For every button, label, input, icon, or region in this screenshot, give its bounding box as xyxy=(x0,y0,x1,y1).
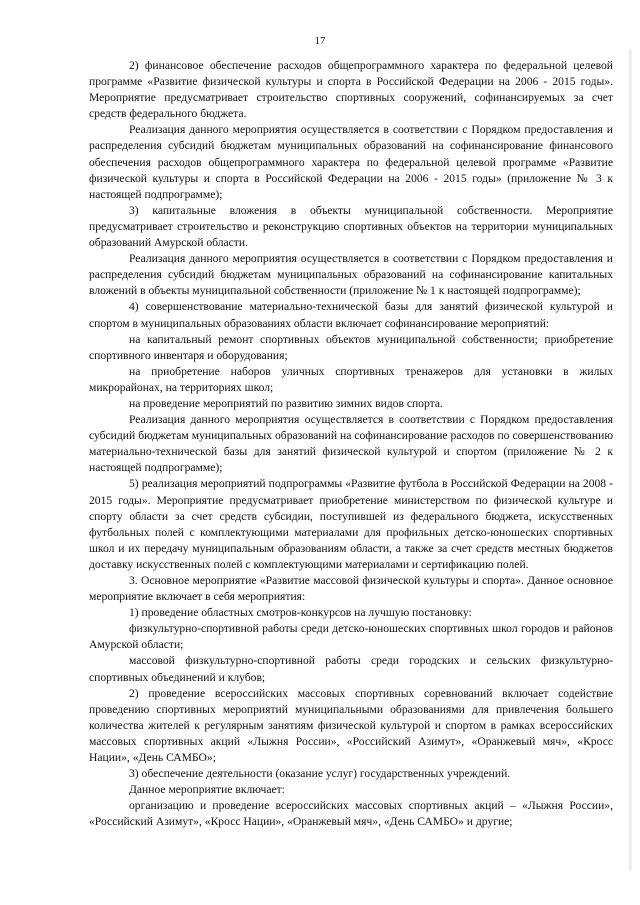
paragraph: организацию и проведение всероссийских массовых спортивных акций – «Лыжня России», «Российский Азимут», «Кросс Нации», «Оранжевый мяч», «День САМБО» и другие; xyxy=(89,799,613,829)
paragraph: Данное мероприятие включает: xyxy=(129,783,285,797)
paragraph: 5) реализация мероприятий подпрограммы «Развитие футбола в Российской Федерации на 2008 - 2015 годы». Мероприятие предусматривает приобретение министерством по физической культуре и спорту области за счет средств субсидии, поступившей из федерального бюджета, искусственных футбольных полей с комплектующими материалами для профильных детско-юношеских спортивных школ и их передачу муниципальным образованиям области, а также за счет средств местных бюджетов доставку искусственных полей с комплектующими материалами и сертификацию полей. xyxy=(89,477,613,571)
paragraph: Реализация данного мероприятия осуществляется в соответствии с Порядком предоставления и распределения субсидий бюджетам муниципальных образований на софинансирование финансового обеспечения расходов общепрограммного характера по федеральной целевой программе «Развитие физической культуры и спорта в Российской Федерации на 2006 - 2015 годы» (приложение № 3 к настоящей подпрограмме); xyxy=(89,123,613,201)
paragraph: 1) проведение областных смотров-конкурсов на лучшую постановку: xyxy=(129,606,472,620)
scan-edge-shadow xyxy=(629,50,632,870)
paragraph: на приобретение наборов уличных спортивных тренажеров для установки в жилых микрорайонах, на территориях школ; xyxy=(89,364,613,394)
paragraph: 4) совершенствование материально-технической базы для занятий физической культурой и спортом в муниципальных образованиях области включает софинансирование мероприятий: xyxy=(89,300,613,330)
paragraph: 2) финансовое обеспечение расходов общепрограммного характера по федеральной целевой программе «Развитие физической культуры и спорта в Российской Федерации на 2006 - 2015 годы». Мероприятие предусматривает строительство спортивных сооружений, софинансируемых за счет средств федерального бюджета. xyxy=(89,59,613,121)
page-number: 17 xyxy=(314,35,326,47)
paragraph: массовой физкультурно-спортивной работы среди городских и сельских физкультурно-спортивных объединений и клубов; xyxy=(89,654,613,684)
document-body xyxy=(89,58,613,831)
paragraph: 3. Основное мероприятие «Развитие массовой физической культуры и спорта». Данное основное мероприятие включает в себя мероприятия: xyxy=(89,574,613,604)
paragraph: на проведение мероприятий по развитию зимних видов спорта. xyxy=(129,396,443,410)
paragraph: 3) капитальные вложения в объекты муниципальной собственности. Мероприятие предусматривает строительство и реконструкцию спортивных объектов на территории муниципальных образований Амурской области. xyxy=(89,203,613,250)
paragraph: физкультурно-спортивной работы среди детско-юношеских спортивных школ городов и районов Амурской области; xyxy=(89,622,613,652)
paragraph: Реализация данного мероприятия осуществляется в соответствии с Порядком предоставления субсидий бюджетам муниципальных образований на софинансирование расходов по совершенствованию материально-технической базы для занятий физической культурой и спортом (приложение № 2 к настоящей подпрограмме); xyxy=(89,413,613,475)
paragraph: 2) проведение всероссийских массовых спортивных соревнований включает содействие проведению спортивных мероприятий муниципальными образованиями для привлечения большего количества жителей к регулярным занятиям физической культурой и спортом в рамках всероссийских массовых спортивных акций «Лыжня России», «Российский Азимут», «Оранжевый мяч», «Кросс Нации», «День САМБО»; xyxy=(89,686,613,765)
paragraph: на капитальный ремонт спортивных объектов муниципальной собственности; приобретение спортивного инвентаря и оборудования; xyxy=(89,332,613,362)
paragraph: Реализация данного мероприятия осуществляется в соответствии с Порядком предоставления и распределения субсидий бюджетам муниципальных образований на софинансирование капитальных вложений в объекты муниципальной собственности (приложение № 1 к настоящей подпрограмме); xyxy=(89,252,613,298)
paragraph: 3) обеспечение деятельности (оказание услуг) государственных учреждений. xyxy=(129,767,511,781)
